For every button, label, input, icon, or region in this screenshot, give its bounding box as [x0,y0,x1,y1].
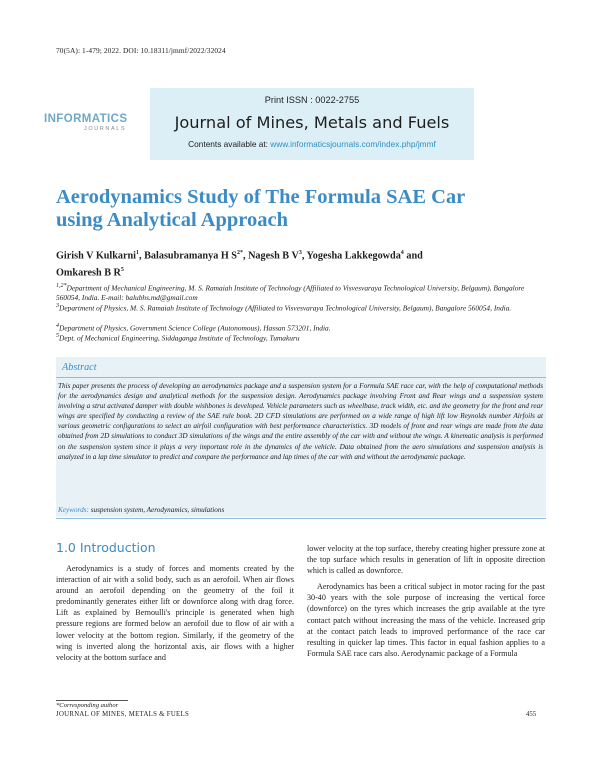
contents-label: Contents available at: [188,139,271,149]
journal-url-link[interactable]: www.informaticsjournals.com/index.php/jmmf [270,139,436,149]
corresponding-author-note: *Corresponding author [56,702,119,709]
paper-title [56,186,536,232]
author-and: and [403,250,423,262]
author-3: , Nagesh B V [242,250,299,262]
keywords-label: Keywords: [58,506,89,514]
author-4-sup: 4 [400,250,404,256]
paper-title-line-1: Aerodynamics Study of The Formula SAE Car [56,186,466,208]
section-heading-introduction: 1.0 Introduction [56,540,156,555]
affiliation-1-text: Department of Mechanical Engineering, M. S. Ramaiah Institute of Technology (Affiliated to Visvesvaraya Technological University, Belgaum), Bangalore 560054, India. E-mail: balubhs.md@gmail.com [56,283,525,303]
author-4: , Yogesha Lakkegowda [301,250,401,262]
page-number: 455 [526,711,537,718]
affiliation-4 [56,331,546,343]
keywords-line [58,506,543,514]
affiliation-4-text: Dept. of Mechanical Engineering, Siddaganga Institute of Technology, Tumakuru [59,333,300,343]
author-5: Omkaresh B R [56,267,121,279]
affiliation-2 [56,301,546,313]
affiliation-4-sup: 5 [56,333,59,339]
logo-brand: INFORMATICS [44,113,128,125]
affiliation-1-sup: 1,2* [56,283,67,289]
paper-title-line-2: using Analytical Approach [56,209,289,231]
contents-available [150,139,474,149]
intro-paragraph-1: Aerodynamics is a study of forces and moments created by the interaction of air with a solid body, such as an aerofoil. When air flows around an aerofoil depending on the geometry of the foil it predominantly generates either lift or downforce along with drag force. Lift as explained by Bernoulli's principle is generated when high pressure regions are formed below an aerofoil due to flow of air with a lower velocity at the bottom region. Similarly, if the geometry of the wing is inverted along the horizontal axis, air flows with a higher velocity at the bottom surface and [56,564,294,662]
author-1-sup: 1 [136,250,140,256]
author-1: Girish V Kulkarni [56,250,137,262]
journal-title: Journal of Mines, Metals and Fuels [174,113,450,132]
footnote-divider [56,700,128,701]
footer-journal-name: JOURNAL OF MINES, METALS & FUELS [56,711,190,718]
intro-paragraph-2: Aerodynamics has been a critical subject in motor racing for the past 30-40 years with the sole purpose of increasing the vertical force (downforce) on the tyres which increases the grip available at the tyre contact patch without increasing the mass of the vehicle. Increased grip at the contact patch leads to improved performance of the race car resulting in quicker lap times. This factor in equal fashion applies to a Formula SAE race cars also. Aerodynamic package of a Formula [307,582,545,658]
author-2: , Balasubramanya H S [139,250,237,262]
intro-column-left [56,563,294,663]
affiliation-3-sup: 4 [56,323,59,329]
author-list [56,246,546,281]
intro-column-right [307,543,545,659]
affiliation-2-text: Department of Physics, M. S. Ramaiah Institute of Technology (Affiliated to Visvesvaraya Technological University, Belgaum), Bangalore 560054, India. [59,303,512,313]
author-3-sup: 3 [298,250,302,256]
author-2-sup: 2* [236,250,243,256]
affiliation-2-sup: 3 [56,303,59,309]
citation-line: 70(5A): 1-479; 2022. DOI: 10.18311/jmmf/2022/32024 [56,46,226,55]
intro-paragraph-1-continued: lower velocity at the top surface, thereby creating higher pressure zone at the top surface which results in generation of lift in opposite direction which is called as downforce. [307,544,545,576]
keywords-divider [56,518,546,519]
abstract-heading: Abstract [62,362,97,373]
author-5-sup: 5 [120,267,124,274]
keywords-list: suspension system, Aerodynamics, simulations [88,506,225,514]
publisher-logo [44,113,148,147]
logo-subtext: JOURNALS [84,126,127,132]
affiliation-3-text: Department of Physics, Government Science College (Autonomous), Hassan 573201, India. [59,323,331,333]
abstract-text: This paper presents the process of developing an aerodynamics package and a suspension system for a Formula SAE race car, with the help of computational methods for the aerodynamics design and analytical methods for the suspension design. Aerodynamics package involving Front and Rear wings and a suspension system involving a strut activated damper with double wishbones is developed. Vehicle parameters such as wheelbase, track width, etc. and the geometry for the front and rear wings are specified by conducting a review of the SAE rule book. 2D CFD simulations are performed on a wide range of high lift low Reynolds number Airfoils at various geometric configurations to select an airfoil configuration with best performance characteristics. 3D models of front and rear wings are made from the data obtained from 2D simulations to conduct 3D simulations of the wings and the entire assembly of the car with and without the wings. A kinematic analysis is performed on the suspension system since it plays a very important role in the dynamics of the vehicle. Data obtained from the aero simulations and suspension analysis is analyzed in a lap time simulator to predict and compare the performance and lap times of the car with and without the aerodynamic package. [58,382,543,461]
abstract-divider [56,377,546,378]
print-issn: Print ISSN : 0022-2755 [264,95,360,105]
